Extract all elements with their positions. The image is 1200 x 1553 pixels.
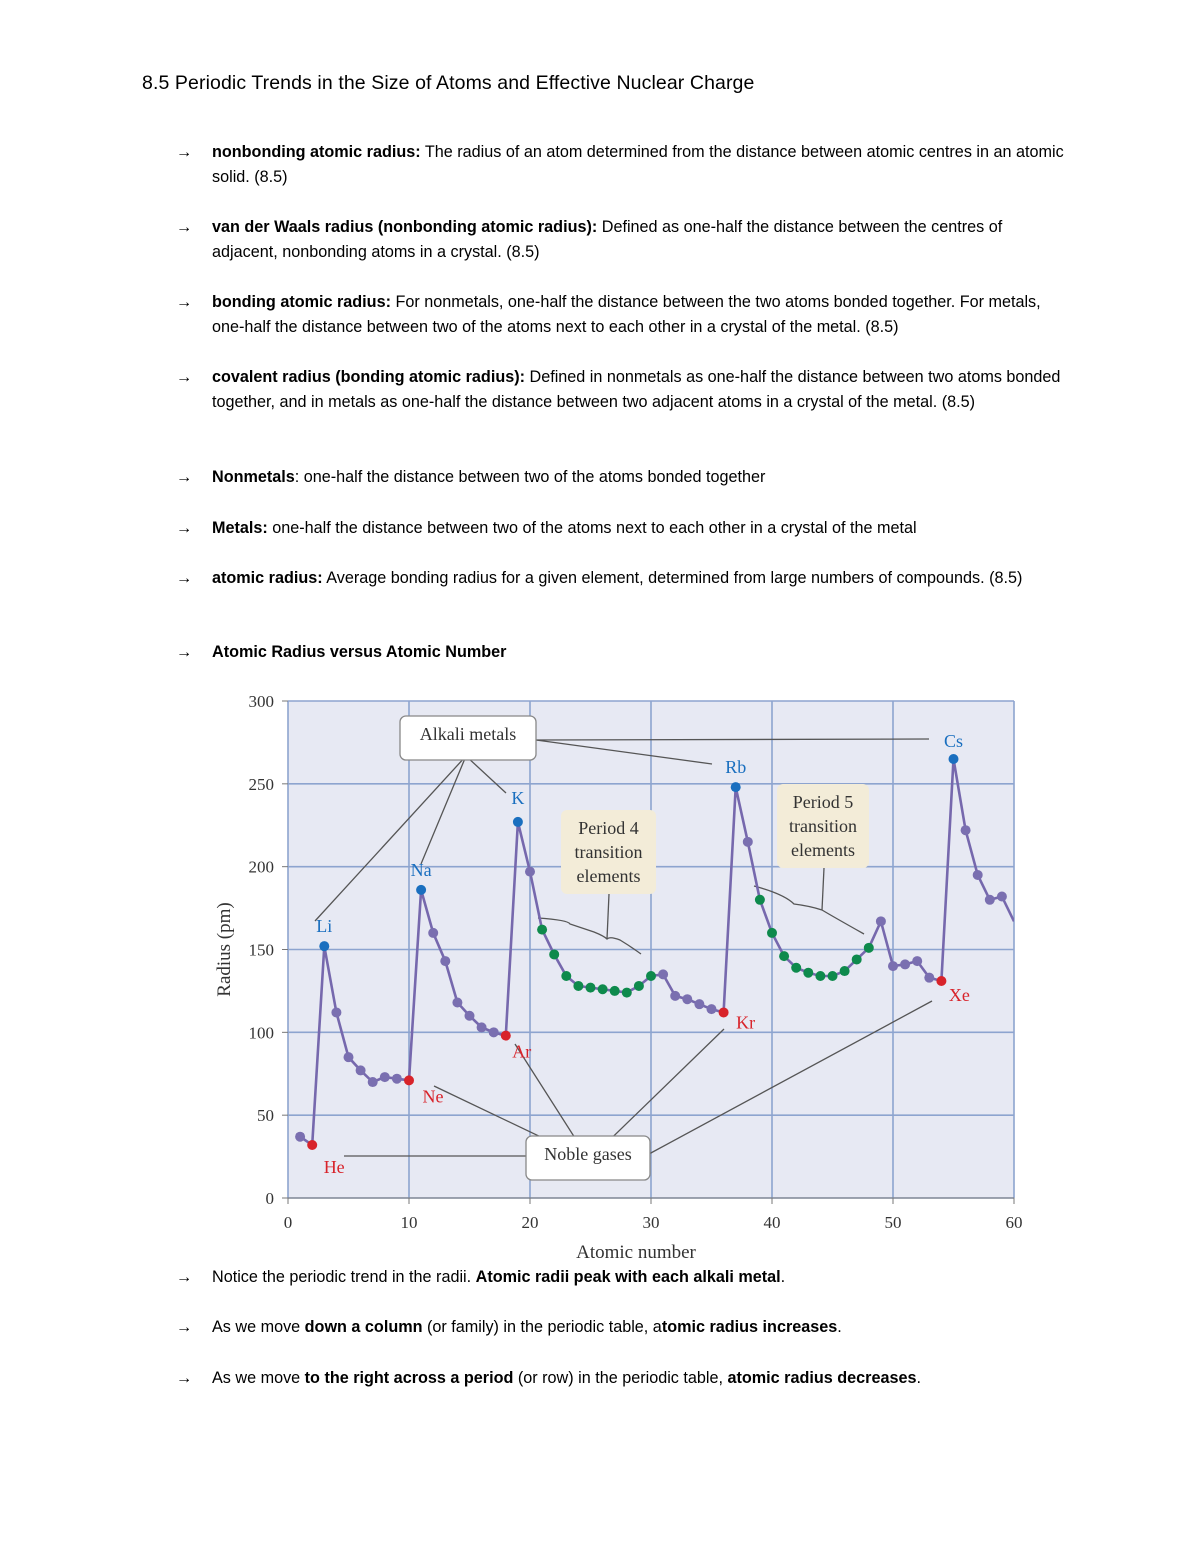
data-point bbox=[331, 1007, 341, 1017]
y-tick-label: 50 bbox=[257, 1106, 274, 1126]
arrow-bullet-icon: → bbox=[176, 143, 193, 161]
definition-text: The radius of an atom determined from the distance between atomic centres in an atomic solid. (8.5) bbox=[212, 143, 1064, 186]
definition-term: bonding atomic radius: bbox=[212, 293, 391, 311]
data-point bbox=[985, 895, 995, 905]
transition-element-point bbox=[767, 928, 777, 938]
definition-term: nonbonding atomic radius: bbox=[212, 143, 421, 161]
atomic-radius-chart bbox=[204, 684, 1034, 1266]
definition-text: For nonmetals, one-half the distance between the two atoms bonded together. For metals, one-half the distance between two of the atoms next to each other in a crystal of the metal. (8.5) bbox=[212, 293, 1041, 336]
element-label-cs: Cs bbox=[943, 730, 964, 751]
data-point bbox=[356, 1065, 366, 1075]
data-point bbox=[694, 999, 704, 1009]
transition-element-point bbox=[646, 971, 656, 981]
data-point bbox=[924, 973, 934, 983]
transition-element-point bbox=[549, 949, 559, 959]
noble-gas-point bbox=[307, 1140, 317, 1150]
y-axis-label: Radius (pm) bbox=[214, 902, 235, 997]
transition-element-point bbox=[815, 971, 825, 981]
transition-element-point bbox=[828, 971, 838, 981]
data-point bbox=[489, 1027, 499, 1037]
data-point bbox=[295, 1132, 305, 1142]
transition-element-point bbox=[779, 951, 789, 961]
data-point bbox=[392, 1074, 402, 1084]
period4-callout-label: elements bbox=[576, 866, 641, 886]
data-point bbox=[477, 1022, 487, 1032]
note-text bbox=[212, 1366, 1072, 1391]
definition-text: Defined as one-half the distance between the centres of adjacent, nonbonding atoms in a crystal. (8.5) bbox=[212, 218, 1003, 261]
arrow-bullet-icon: → bbox=[176, 468, 193, 486]
page-title: 8.5 Periodic Trends in the Size of Atoms and Effective Nuclear Charge bbox=[142, 72, 755, 94]
atomic-radius-chart-svg bbox=[204, 684, 1034, 1266]
transition-element-point bbox=[634, 981, 644, 991]
y-tick-label: 0 bbox=[265, 1189, 274, 1208]
data-point bbox=[912, 956, 922, 966]
note-run: . bbox=[916, 1369, 921, 1387]
arrow-bullet-icon: → bbox=[176, 1318, 193, 1336]
element-label-na: Na bbox=[410, 859, 432, 880]
chart-heading: Atomic Radius versus Atomic Number bbox=[212, 643, 507, 661]
y-tick-label: 100 bbox=[248, 1023, 274, 1043]
period5-callout-label: transition bbox=[789, 816, 857, 836]
element-label-kr: Kr bbox=[736, 1012, 756, 1033]
noble-gas-point bbox=[501, 1031, 511, 1041]
transition-element-point bbox=[573, 981, 583, 991]
note-run: Notice the periodic trend in the radii. bbox=[212, 1268, 476, 1286]
alkali-metal-point bbox=[513, 817, 523, 827]
period5-callout-label: Period 5 bbox=[792, 792, 854, 812]
noble-gas-point bbox=[936, 976, 946, 986]
data-point bbox=[900, 959, 910, 969]
alkali-metal-point bbox=[731, 782, 741, 792]
data-point bbox=[465, 1011, 475, 1021]
definition-term: atomic radius: bbox=[212, 569, 323, 587]
alkali-metal-point bbox=[949, 754, 959, 764]
x-tick-label: 0 bbox=[283, 1213, 293, 1232]
element-label-he: He bbox=[323, 1156, 345, 1177]
element-label-li: Li bbox=[316, 916, 333, 937]
x-tick-label: 30 bbox=[642, 1213, 660, 1232]
note-run: . bbox=[780, 1268, 786, 1286]
note-emphasis: to the right across a period bbox=[304, 1369, 514, 1387]
element-label-ne: Ne bbox=[422, 1086, 444, 1107]
data-point bbox=[743, 837, 753, 847]
y-tick-label: 150 bbox=[248, 940, 274, 960]
period4-callout-label: Period 4 bbox=[578, 818, 639, 838]
note-run: . bbox=[837, 1318, 842, 1336]
x-tick-label: 10 bbox=[400, 1213, 418, 1232]
definition-text: one-half the distance between two of the atoms next to each other in a crystal of the metal bbox=[267, 519, 917, 537]
arrow-bullet-icon: → bbox=[176, 519, 193, 537]
arrow-bullet-icon: → bbox=[176, 368, 193, 386]
note-emphasis: down a column bbox=[304, 1318, 423, 1336]
arrow-bullet-icon: → bbox=[176, 643, 193, 661]
data-point bbox=[973, 870, 983, 880]
x-tick-label: 60 bbox=[1005, 1213, 1023, 1232]
x-tick-label: 40 bbox=[763, 1213, 781, 1232]
arrow-bullet-icon: → bbox=[176, 1369, 193, 1387]
period4-callout-label: transition bbox=[574, 842, 643, 862]
x-axis-label: Atomic number bbox=[576, 1242, 696, 1263]
note-emphasis: atomic radius decreases bbox=[727, 1369, 917, 1387]
element-label-xe: Xe bbox=[948, 984, 970, 1005]
y-tick-label: 200 bbox=[248, 857, 274, 877]
definition-text: : one-half the distance between two of the atoms bonded together bbox=[294, 468, 766, 486]
data-point bbox=[888, 961, 898, 971]
definition-term: Metals: bbox=[212, 519, 268, 537]
arrow-bullet-icon: → bbox=[176, 569, 193, 587]
transition-element-point bbox=[598, 984, 608, 994]
arrow-bullet-icon: → bbox=[176, 1268, 193, 1286]
note-emphasis: Atomic radii peak with each alkali metal bbox=[475, 1268, 781, 1286]
data-point bbox=[658, 969, 668, 979]
note-run: As we move bbox=[212, 1318, 305, 1336]
transition-element-point bbox=[622, 988, 632, 998]
alkali-metal-point bbox=[416, 885, 426, 895]
data-point bbox=[440, 956, 450, 966]
definition-term: van der Waals radius (nonbonding atomic radius): bbox=[212, 218, 598, 236]
y-tick-label: 300 bbox=[248, 692, 274, 711]
note-run: As we move bbox=[212, 1369, 305, 1387]
transition-element-point bbox=[852, 954, 862, 964]
element-label-ar: Ar bbox=[512, 1041, 532, 1062]
transition-element-point bbox=[561, 971, 571, 981]
x-tick-label: 20 bbox=[521, 1213, 539, 1232]
note-text bbox=[212, 1315, 1072, 1340]
transition-element-point bbox=[610, 986, 620, 996]
data-point bbox=[961, 825, 971, 835]
data-point bbox=[707, 1004, 717, 1014]
noble-gases-callout-label: Noble gases bbox=[544, 1144, 632, 1164]
data-point bbox=[428, 928, 438, 938]
transition-element-point bbox=[803, 968, 813, 978]
period5-callout-label: elements bbox=[791, 840, 855, 860]
data-point bbox=[997, 891, 1007, 901]
data-point bbox=[452, 998, 462, 1008]
definition-term: covalent radius (bonding atomic radius): bbox=[212, 368, 525, 386]
transition-element-point bbox=[791, 963, 801, 973]
definition-text: Defined in nonmetals as one-half the distance between two atoms bonded together, and in metals as one-half the distance between two adjacent atoms in a crystal of the metal. (8.5) bbox=[212, 368, 1061, 411]
element-label-k: K bbox=[511, 787, 525, 808]
transition-element-point bbox=[864, 943, 874, 953]
transition-element-point bbox=[755, 895, 765, 905]
transition-element-point bbox=[586, 983, 596, 993]
data-point bbox=[670, 991, 680, 1001]
data-point bbox=[682, 994, 692, 1004]
noble-gas-point bbox=[404, 1075, 414, 1085]
note-run: (or family) in the periodic table, a bbox=[422, 1318, 662, 1336]
definition-text: Average bonding radius for a given element, determined from large numbers of compounds. (8.5) bbox=[322, 569, 1023, 587]
data-point bbox=[344, 1052, 354, 1062]
note-run: (or row) in the periodic table, bbox=[513, 1369, 728, 1387]
data-point bbox=[525, 867, 535, 877]
alkali-metal-point bbox=[319, 941, 329, 951]
data-point bbox=[876, 916, 886, 926]
data-point bbox=[368, 1077, 378, 1087]
noble-gas-point bbox=[719, 1007, 729, 1017]
element-label-rb: Rb bbox=[725, 757, 747, 778]
alkali-metals-callout-label: Alkali metals bbox=[419, 724, 517, 744]
note-emphasis: tomic radius increases bbox=[661, 1318, 838, 1336]
transition-element-point bbox=[840, 966, 850, 976]
arrow-bullet-icon: → bbox=[176, 218, 193, 236]
x-tick-label: 50 bbox=[884, 1213, 902, 1232]
note-text bbox=[212, 1265, 1072, 1290]
transition-element-point bbox=[537, 925, 547, 935]
data-point bbox=[380, 1072, 390, 1082]
y-tick-label: 250 bbox=[248, 774, 274, 794]
definition-term: Nonmetals bbox=[212, 468, 295, 486]
arrow-bullet-icon: → bbox=[176, 293, 193, 311]
